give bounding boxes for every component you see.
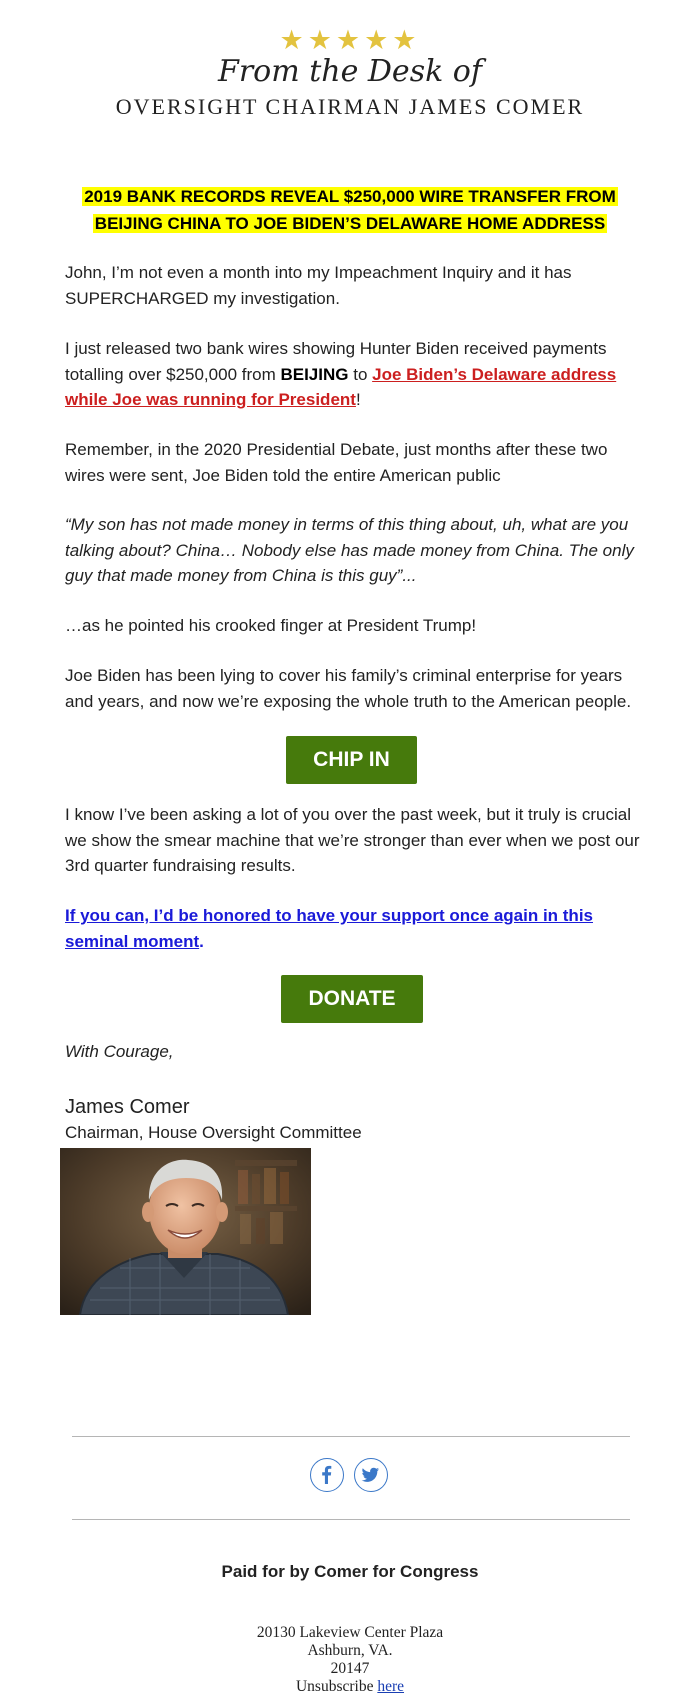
address-line-2: Ashburn, VA. [307, 1642, 393, 1659]
headline-line-2: BEIJING CHINA TO JOE BIDEN’S DELAWARE HOME ADDRESS [94, 214, 606, 233]
closing: With Courage, [65, 1042, 174, 1061]
signature-name: James Comer [65, 1096, 190, 1118]
paragraph-intro: John, I’m not even a month into my Impeachment Inquiry and it has SUPERCHARGED my investigation. [65, 263, 572, 308]
twitter-link[interactable] [354, 1458, 388, 1492]
support-period: . [199, 931, 204, 951]
signature-title: Chairman, House Oversight Committee [65, 1123, 362, 1142]
from-the-desk-heading: From the Desk of [218, 54, 482, 89]
paragraph-lying: Joe Biden has been lying to cover his family’s criminal enterprise for years and years, and now we’re exposing the whole truth to the American people. [65, 666, 632, 711]
chip-in-button[interactable]: CHIP IN [286, 736, 417, 784]
facebook-link[interactable] [310, 1458, 344, 1492]
facebook-icon [310, 1458, 344, 1492]
paid-for-disclaimer: Paid for by Comer for Congress [221, 1562, 479, 1581]
paragraph-debate: Remember, in the 2020 Presidential Debate, just months after these two wires were sent, Joe Biden told the entire American public [65, 440, 608, 485]
delaware-address-link[interactable]: Joe Biden’s Delaware address while Joe was running for President [65, 364, 617, 409]
paragraph-crooked-finger: …as he pointed his crooked finger at President Trump! [65, 616, 477, 635]
support-paragraph [65, 903, 650, 954]
paragraph-bank-wires [65, 336, 650, 413]
exclamation: ! [355, 390, 361, 409]
paragraph-fundraising: I know I’ve been asking a lot of you over the past week, but it truly is crucial we show the smear machine that we’re stronger than ever when we post our 3rd quarter fundraising results. [65, 805, 640, 875]
headline-line-1: 2019 BANK RECORDS REVEAL $250,000 WIRE TRANSFER FROM [84, 187, 616, 206]
paragraph-bank-wires-text: I just released two bank wires showing Hunter Biden received payments totalling over $250,000 from [65, 339, 607, 384]
support-link[interactable]: If you can, I’d be honored to have your support once again in this seminal moment [65, 906, 593, 951]
footer-divider-bottom [72, 1519, 630, 1520]
rating-stars: ★★★★★ [279, 25, 421, 56]
unsubscribe-link[interactable]: here [377, 1678, 405, 1695]
address-line-1: 20130 Lakeview Center Plaza [256, 1624, 444, 1641]
chairman-heading: OVERSIGHT CHAIRMAN JAMES COMER [115, 94, 585, 119]
biden-quote: “My son has not made money in terms of this thing about, uh, what are you talking about? China… Nobody else has made money from China. The only guy that made money from China is this guy”... [65, 515, 634, 585]
footer-divider-top [72, 1436, 630, 1437]
donate-button[interactable]: DONATE [281, 975, 423, 1023]
chairman-portrait [60, 1148, 311, 1315]
to-text: to [348, 364, 373, 384]
unsubscribe-line [0, 1678, 700, 1696]
twitter-icon [354, 1458, 388, 1492]
headline [60, 183, 640, 237]
unsubscribe-text: Unsubscribe [295, 1678, 374, 1695]
address-line-3: 20147 [330, 1660, 370, 1677]
beijing-bold: BEIJING [280, 364, 349, 384]
